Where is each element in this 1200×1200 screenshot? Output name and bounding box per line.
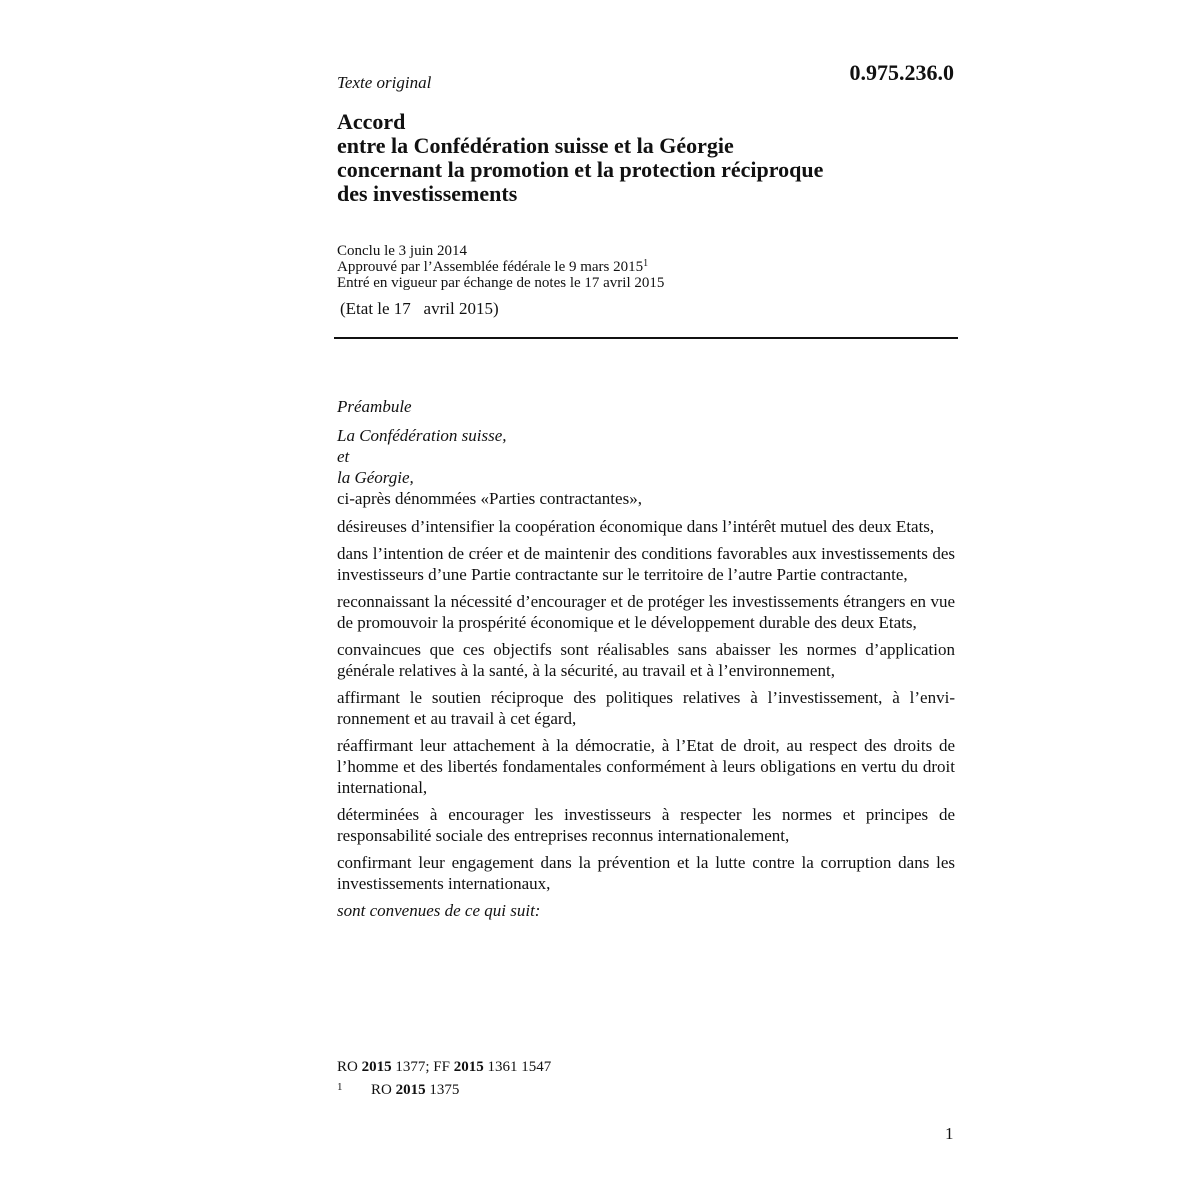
ro-year: 2015 [361,1059,392,1075]
closing-clause: sont convenues de ce qui suit: [337,901,541,920]
ro-prefix: RO [337,1059,362,1075]
document-title [337,110,957,206]
preamble-paragraph: convaincues que ces objectifs sont réalisables sans abaisser les normes d’application générale relatives à la santé, à la sécurité, au travail et à l’environnement, [337,640,955,680]
concluded-date: Conclu le 3 juin 2014 [337,243,467,259]
footnotes [337,1057,551,1100]
parties-block [337,425,955,509]
preamble-paragraph: dans l’intention de créer et de maintenir des conditions favorables aux investissements des investisseurs d’une Partie contractante sur le territoire de l’autre Partie contractante, [337,544,955,584]
publication-reference [337,1057,551,1077]
footnote-1 [337,1077,551,1100]
approved-date-line [337,259,664,275]
header-divider [334,337,958,339]
preamble-paragraph: désireuses d’intensifier la coopération économique dans l’intérêt mutuel des deux Etats, [337,517,935,536]
title-line: entre la Confédération suisse et la Géorgie [337,133,734,158]
preamble-paragraph: reconnaissant la nécessité d’encourager et de protéger les investissements étrangers en vue de promouvoir la prospérité économique et le développement durable des deux Etats, [337,592,955,632]
fn1-year: 2015 [395,1082,426,1098]
status-date: (Etat le 17 avril 2015) [340,299,499,318]
approved-date: Approuvé par l’Assemblée fédérale le 9 mars 2015 [337,259,644,275]
title-line: des investissements [337,181,518,206]
footnote-number: 1 [337,1081,343,1093]
title-line: concernant la promotion et la protection réciproque [337,157,824,182]
preamble-section [337,396,955,921]
party-switzerland: La Confédération suisse, [337,426,507,445]
preamble-paragraph: confirmant leur engagement dans la prévention et la lutte contre la corruption dans les investissements internationaux, [337,853,955,893]
fn1-reference: 1375 [425,1082,460,1098]
footnote-ref: 1 [643,258,649,269]
preamble-paragraph: déterminées à encourager les investisseurs à respecter les normes et principes de responsabilité sociale des entreprises reconnus internationalement, [337,805,955,845]
party-georgia: la Géorgie, [337,468,414,487]
page-number: 1 [945,1124,954,1143]
treaty-dates [337,243,664,291]
ro-reference: 1377; FF [391,1059,454,1075]
party-conjunction: et [337,447,350,466]
preamble-paragraph: réaffirmant leur attachement à la démocratie, à l’Etat de droit, au respect des droits de l’homme et des libertés fondamentales conformément à leurs obligations en vertu du droit international, [337,736,955,797]
ff-reference: 1361 1547 [483,1059,552,1075]
fn1-prefix: RO [371,1082,396,1098]
entry-into-force-date: Entré en vigueur par échange de notes le 17 avril 2015 [337,275,665,291]
title-line: Accord [337,109,406,134]
original-text-label: Texte original [337,73,432,92]
ff-year: 2015 [453,1059,484,1075]
hereinafter-clause: ci-après dénommées «Parties contractantes», [337,489,642,508]
preamble-heading: Préambule [337,397,412,416]
preamble-paragraph: affirmant le soutien réciproque des politiques relatives à l’investissement, à l’environnement et au travail à cet égard, [337,688,955,728]
sr-number: 0.975.236.0 [849,60,954,85]
